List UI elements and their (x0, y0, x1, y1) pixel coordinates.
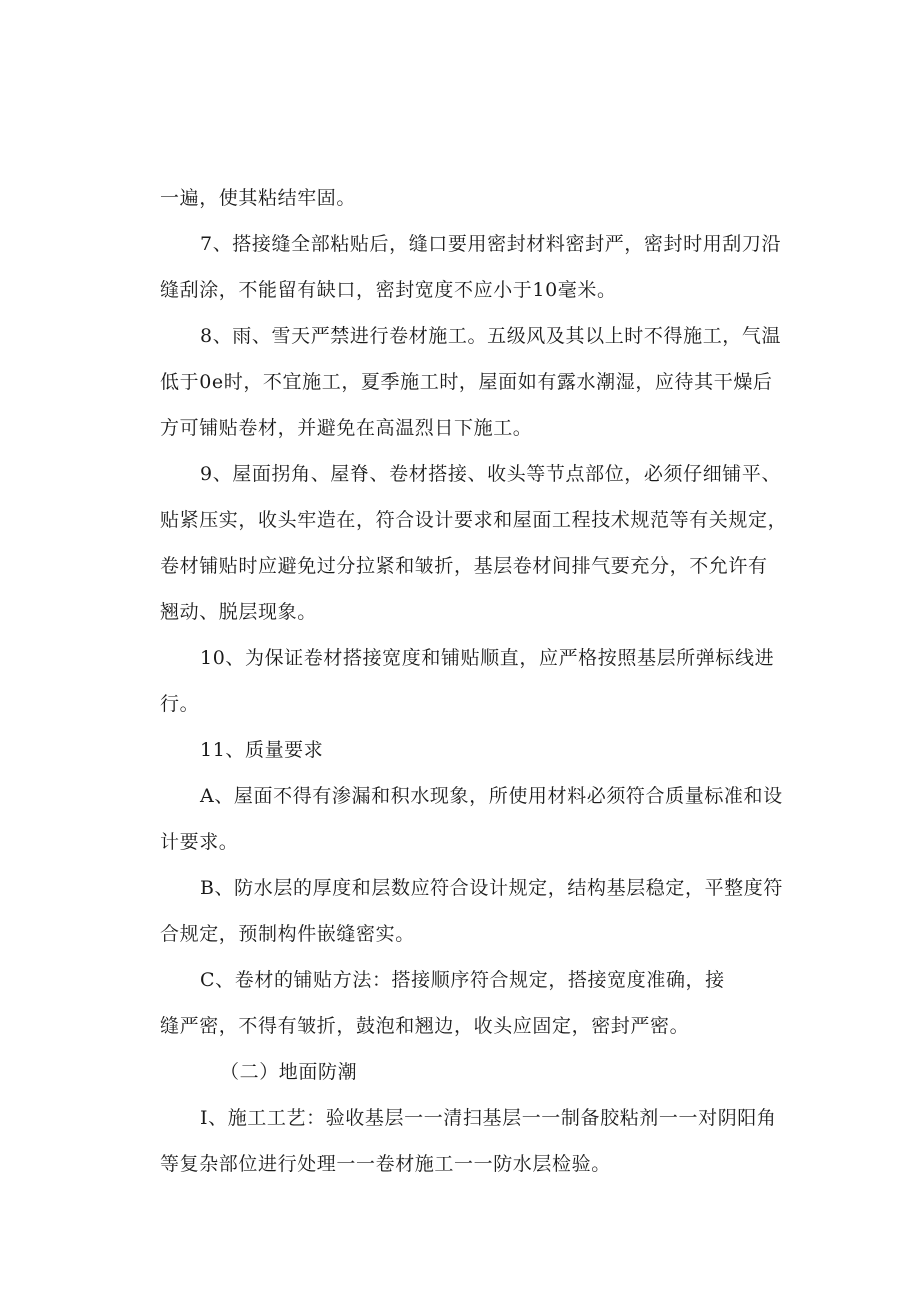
text-line: 方可铺贴卷材，并避免在高温烈日下施工。 (160, 417, 533, 439)
section-heading: （二）地面防潮 (220, 1061, 358, 1083)
text-line: 一遍，使其粘结牢固。 (160, 187, 357, 209)
text-line: 11、质量要求 (200, 739, 324, 761)
text-line: 翘动、脱层现象。 (160, 601, 317, 623)
text-line: 缝严密，不得有皱折，鼓泡和翘边，收头应固定，密封严密。 (160, 1015, 690, 1037)
text-line: 8、雨、雪天严禁进行卷材施工。五级风及其以上时不得施工，气温 (200, 325, 782, 347)
text-line: 行。 (160, 693, 200, 715)
text-line: A、屋面不得有渗漏和积水现象，所使用材料必须符合质量标准和设 (200, 785, 783, 807)
text-line: 卷材铺贴时应避免过分拉紧和皱折，基层卷材间排气要充分，不允许有 (160, 555, 768, 577)
text-line: 计要求。 (160, 831, 239, 853)
text-line: 9、屋面拐角、屋脊、卷材搭接、收头等节点部位，必须仔细铺平、 (200, 463, 782, 485)
text-line: B、防水层的厚度和层数应符合设计规定，结构基层稳定，平整度符 (200, 877, 783, 899)
text-line: 低于0e时，不宜施工，夏季施工时，屋面如有露水潮湿，应待其干燥后 (160, 371, 773, 393)
text-line: 7、搭接缝全部粘贴后，缝口要用密封材料密封严，密封时用刮刀沿 (200, 233, 782, 255)
text-line: 缝刮涂，不能留有缺口，密封宽度不应小于10毫米。 (160, 279, 617, 301)
text-line: I、施工工艺：验收基层一一清扫基层一一制备胶粘剂一一对阴阳角 (200, 1107, 777, 1129)
text-line: C、卷材的铺贴方法：搭接顺序符合规定，搭接宽度准确，接 (200, 969, 725, 991)
text-line: 10、为保证卷材搭接宽度和铺贴顺直，应严格按照基层所弹标线进 (200, 647, 775, 669)
text-line: 等复杂部位进行处理一一卷材施工一一防水层检验。 (160, 1153, 611, 1175)
text-line: 贴紧压实，收头牢造在，符合设计要求和屋面工程技术规范等有关规定， (160, 509, 788, 531)
text-line: 合规定，预制构件嵌缝密实。 (160, 923, 415, 945)
